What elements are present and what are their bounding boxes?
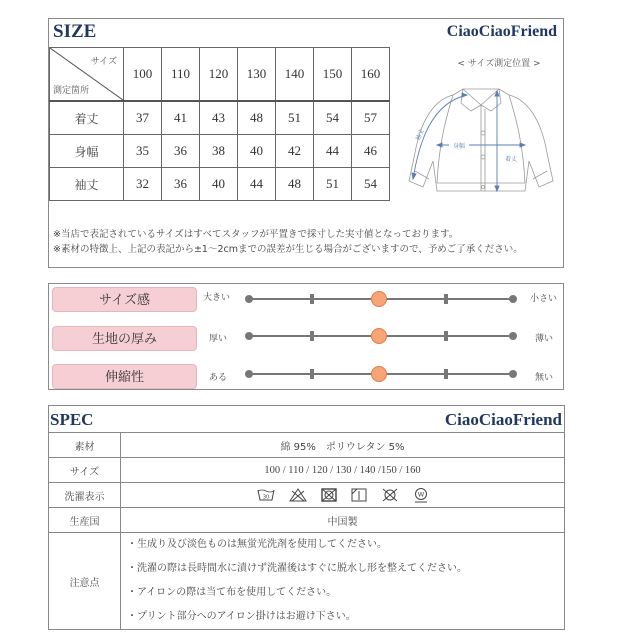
slider-knob [371, 328, 387, 344]
table-cell: 40 [200, 168, 238, 201]
slider-knob [371, 366, 387, 382]
table-cell: 51 [276, 101, 314, 135]
caution-item: ・プリント部分へのアイロン掛けはお避け下さい。 [127, 611, 356, 622]
size-col-header: 100 [124, 48, 162, 102]
spec-row-size [49, 458, 565, 483]
sleeve-label: 袖丈 [414, 127, 426, 142]
size-col-header: 110 [162, 48, 200, 102]
thickness-slider [243, 328, 519, 344]
caution-item: ・アイロンの際は当て布を使用してください。 [127, 587, 337, 598]
spec-value: 100 / 110 / 120 / 130 / 140 /150 / 160 [121, 458, 565, 483]
slider-tick [444, 294, 448, 304]
table-cell: 37 [124, 101, 162, 135]
slider-tick [310, 331, 314, 341]
care-icons-cell [121, 483, 565, 508]
length-label: 着丈 [505, 156, 518, 163]
feel-left-label: ある [209, 373, 228, 383]
feel-label-size: サイズ感 [52, 287, 197, 312]
header-corner-cell [50, 48, 124, 102]
feel-left-label: 大きい [203, 293, 231, 303]
corner-measure-label: 測定箇所 [53, 86, 90, 96]
size-title: SIZE [53, 21, 97, 42]
no-tumble-dry-icon [321, 488, 337, 502]
spec-value: 中国製 [121, 508, 565, 533]
size-col-header: 140 [276, 48, 314, 102]
table-cell: 43 [200, 101, 238, 135]
table-cell: 42 [276, 135, 314, 168]
row-label: 袖丈 [50, 168, 124, 201]
spec-title: SPEC [50, 410, 94, 429]
jacket-diagram-icon [401, 83, 561, 203]
line-dry-shade-icon [351, 488, 367, 502]
svg-text:W: W [417, 490, 424, 499]
slider-tick [444, 369, 448, 379]
cautions-list [121, 533, 565, 630]
caution-item: ・生成り及び淡色ものは無蛍光洗剤を使用してください。 [127, 539, 387, 550]
table-row [50, 168, 390, 201]
size-col-header: 130 [238, 48, 276, 102]
feel-right-label: 無い [534, 373, 553, 383]
table-cell: 48 [276, 168, 314, 201]
feel-left-label: 厚い [209, 334, 228, 344]
feel-right-label: 小さい [529, 294, 557, 304]
note-line: ※素材の特徴上、上記の表記から±1～2cmまでの誤差が生じる場合がございますので、予めご了承ください。 [53, 244, 523, 255]
size-notes [53, 227, 523, 257]
table-cell: 54 [314, 101, 352, 135]
table-cell: 46 [352, 135, 390, 168]
slider-tick [444, 331, 448, 341]
table-cell: 40 [238, 135, 276, 168]
table-row [50, 101, 390, 135]
table-cell: 41 [162, 101, 200, 135]
slider-knob [371, 291, 387, 307]
size-feel-slider [243, 291, 519, 307]
table-row [50, 135, 390, 168]
size-col-header: 160 [352, 48, 390, 102]
no-dry-clean-icon [381, 488, 399, 502]
spec-key: 素材 [49, 433, 121, 458]
spec-key: 生産国 [49, 508, 121, 533]
table-cell: 44 [238, 168, 276, 201]
slider-end-dot [509, 295, 517, 303]
size-col-header: 120 [200, 48, 238, 102]
row-label: 身幅 [50, 135, 124, 168]
slider-end-dot [245, 370, 253, 378]
table-cell: 44 [314, 135, 352, 168]
spec-key: 注意点 [49, 533, 121, 630]
feel-section [48, 283, 564, 390]
size-col-header: 150 [314, 48, 352, 102]
spec-table [48, 432, 565, 630]
spec-key: 洗濯表示 [49, 483, 121, 508]
caution-item: ・洗濯の際は長時間水に漬けず洗濯後はすぐに脱水し形を整えてください。 [127, 563, 467, 574]
table-cell: 38 [200, 135, 238, 168]
feel-right-label: 薄い [534, 334, 553, 344]
table-cell: 35 [124, 135, 162, 168]
feel-label-stretch: 伸縮性 [52, 364, 197, 389]
spec-row-material [49, 433, 565, 458]
brand-name: CiaoCiaoFriend [446, 23, 557, 40]
spec-row-origin [49, 508, 565, 533]
size-section [48, 18, 564, 268]
table-cell: 51 [314, 168, 352, 201]
slider-tick [310, 294, 314, 304]
corner-size-label: サイズ [90, 57, 117, 67]
row-label: 着丈 [50, 101, 124, 135]
stretch-slider [243, 366, 519, 382]
wet-clean-icon [413, 487, 429, 503]
spec-row-care [49, 483, 565, 508]
slider-end-dot [509, 370, 517, 378]
note-line: ※当店で表記されているサイズはすべてスタッフが平置きで採寸した実寸値となっております。 [53, 229, 459, 240]
table-cell: 57 [352, 101, 390, 135]
wash-30-icon [257, 488, 275, 502]
size-header-row [50, 48, 390, 102]
table-cell: 32 [124, 168, 162, 201]
spec-row-cautions [49, 533, 565, 630]
slider-tick [310, 369, 314, 379]
diagram-caption: < サイズ測定位置 > [457, 59, 541, 69]
size-table [49, 47, 390, 201]
spec-key: サイズ [49, 458, 121, 483]
spec-value: 綿 95% ポリウレタン 5% [121, 433, 565, 458]
svg-text:30: 30 [262, 494, 269, 501]
table-cell: 36 [162, 168, 200, 201]
slider-end-dot [509, 332, 517, 340]
table-cell: 54 [352, 168, 390, 201]
feel-label-thickness: 生地の厚み [52, 326, 197, 351]
table-cell: 48 [238, 101, 276, 135]
table-cell: 36 [162, 135, 200, 168]
slider-end-dot [245, 295, 253, 303]
width-label: 身幅 [452, 143, 466, 150]
no-bleach-icon [289, 488, 307, 502]
brand-name: CiaoCiaoFriend [444, 410, 562, 429]
slider-end-dot [245, 332, 253, 340]
